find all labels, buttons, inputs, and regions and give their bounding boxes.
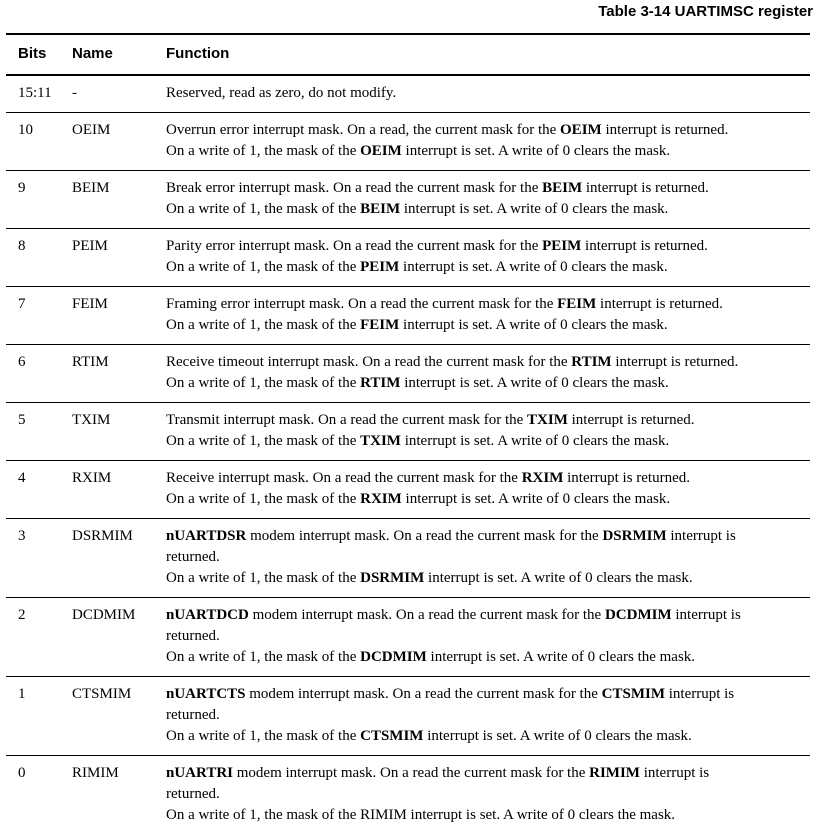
function-line [166, 726, 796, 747]
bold-text-segment: FEIM [360, 317, 400, 333]
text-segment: modem interrupt mask. On a read the current mask for the [233, 765, 590, 781]
function-line [166, 120, 796, 141]
bold-text-segment: RIMIM [589, 765, 640, 781]
header-row [6, 34, 810, 75]
text-segment: modem interrupt mask. On a read the current mask for the [246, 528, 603, 544]
function-line [166, 547, 796, 568]
function-cell [153, 756, 810, 834]
uartimsc-register-table [6, 33, 810, 834]
bits-cell: 7 [18, 296, 26, 312]
table-caption: Table 3-14 UARTIMSC register [598, 3, 813, 20]
bits-cell: 3 [18, 528, 26, 544]
bold-text-segment: CTSMIM [601, 686, 665, 702]
name-cell: RTIM [72, 354, 109, 370]
name-cell: CTSMIM [72, 686, 132, 702]
text-segment: interrupt is returned. [563, 470, 691, 486]
function-line [166, 489, 796, 510]
bits-cell: 5 [18, 412, 26, 428]
table-row [6, 345, 810, 403]
bits-cell: 4 [18, 470, 26, 486]
bits-cell: 15:11 [18, 85, 52, 101]
function-line [166, 141, 796, 162]
text-segment: interrupt is set. A write of 0 clears the mask. [400, 201, 669, 217]
text-segment: On a write of 1, the mask of the RIMIM interrupt is set. A write of 0 clears the mask. [166, 807, 676, 823]
function-line [166, 784, 796, 805]
text-segment: interrupt is [639, 765, 710, 781]
function-line [166, 294, 796, 315]
function-line [166, 410, 796, 431]
table-body [6, 75, 810, 834]
function-cell [153, 229, 810, 287]
text-segment: On a write of 1, the mask of the [166, 317, 361, 333]
bits-cell: 1 [18, 686, 26, 702]
bold-text-segment: nUARTDSR [166, 528, 247, 544]
function-line [166, 199, 796, 220]
name-cell: BEIM [72, 180, 110, 196]
text-segment: returned. [166, 786, 220, 802]
bold-text-segment: FEIM [557, 296, 597, 312]
text-segment: On a write of 1, the mask of the [166, 375, 361, 391]
name-cell: RXIM [72, 470, 112, 486]
text-segment: interrupt is set. A write of 0 clears the mask. [424, 570, 693, 586]
bold-text-segment: PEIM [542, 238, 582, 254]
text-segment: Parity error interrupt mask. On a read the current mask for the [166, 238, 543, 254]
function-cell [153, 75, 810, 113]
bold-text-segment: RTIM [360, 375, 401, 391]
function-cell [153, 171, 810, 229]
text-segment: Transmit interrupt mask. On a read the current mask for the [166, 412, 528, 428]
bold-text-segment: nUARTDCD [166, 607, 249, 623]
text-segment: returned. [166, 707, 220, 723]
text-segment: On a write of 1, the mask of the [166, 728, 361, 744]
bold-text-segment: RXIM [360, 491, 402, 507]
function-cell [153, 677, 810, 756]
name-cell: PEIM [72, 238, 108, 254]
text-segment: interrupt is set. A write of 0 clears the mask. [399, 259, 668, 275]
bold-text-segment: CTSMIM [360, 728, 424, 744]
text-segment: On a write of 1, the mask of the [166, 491, 361, 507]
text-segment: interrupt is [666, 528, 736, 544]
function-line [166, 705, 796, 726]
function-line [166, 373, 796, 394]
table-row [6, 229, 810, 287]
bold-text-segment: DSRMIM [602, 528, 667, 544]
function-line [166, 684, 796, 705]
text-segment: On a write of 1, the mask of the [166, 143, 361, 159]
function-line [166, 568, 796, 589]
text-segment: interrupt is set. A write of 0 clears the mask. [401, 491, 671, 507]
table-row [6, 113, 810, 171]
bold-text-segment: RTIM [571, 354, 612, 370]
bold-text-segment: RXIM [521, 470, 564, 486]
function-cell [153, 113, 810, 171]
function-line [166, 83, 796, 104]
bits-cell: 6 [18, 354, 26, 370]
bits-cell: 2 [18, 607, 26, 623]
table-row [6, 171, 810, 229]
text-segment: Overrun error interrupt mask. On a read, the current mask for the [166, 122, 561, 138]
function-line [166, 468, 796, 489]
bold-text-segment: OEIM [560, 122, 602, 138]
text-segment: returned. [166, 628, 220, 644]
text-segment: On a write of 1, the mask of the [166, 201, 361, 217]
text-segment: interrupt is set. A write of 0 clears the mask. [423, 728, 692, 744]
bold-text-segment: BEIM [542, 180, 583, 196]
text-segment: Receive timeout interrupt mask. On a read the current mask for the [166, 354, 572, 370]
bits-cell: 8 [18, 238, 26, 254]
name-cell: DSRMIM [72, 528, 133, 544]
text-segment: interrupt is returned. [611, 354, 739, 370]
bold-text-segment: DCDMIM [360, 649, 427, 665]
text-segment: modem interrupt mask. On a read the current mask for the [245, 686, 602, 702]
table-row [6, 287, 810, 345]
text-segment: interrupt is returned. [596, 296, 723, 312]
function-line [166, 605, 796, 626]
text-segment: interrupt is [671, 607, 741, 623]
function-cell [153, 345, 810, 403]
text-segment: Reserved, read as zero, do not modify. [166, 85, 397, 101]
bold-text-segment: TXIM [360, 433, 401, 449]
name-cell: RIMIM [72, 765, 119, 781]
bold-text-segment: nUARTCTS [166, 686, 246, 702]
bold-text-segment: PEIM [360, 259, 400, 275]
name-cell: TXIM [72, 412, 111, 428]
table-row [6, 461, 810, 519]
text-segment: On a write of 1, the mask of the [166, 570, 361, 586]
function-cell [153, 519, 810, 598]
bold-text-segment: BEIM [360, 201, 401, 217]
function-cell [153, 287, 810, 345]
header-name: Name [58, 34, 153, 75]
text-segment: interrupt is [664, 686, 735, 702]
table-row [6, 519, 810, 598]
function-line [166, 805, 796, 826]
text-segment: interrupt is set. A write of 0 clears the mask. [399, 317, 668, 333]
text-segment: interrupt is set. A write of 0 clears the mask. [426, 649, 696, 665]
text-segment: modem interrupt mask. On a read the current mask for the [248, 607, 605, 623]
function-line [166, 626, 796, 647]
text-segment: Framing error interrupt mask. On a read the current mask for the [166, 296, 558, 312]
text-segment: interrupt is returned. [582, 180, 709, 196]
bold-text-segment: DSRMIM [360, 570, 425, 586]
function-line [166, 178, 796, 199]
function-line [166, 352, 796, 373]
text-segment: returned. [166, 549, 220, 565]
text-segment: interrupt is returned. [601, 122, 729, 138]
name-cell: - [72, 85, 77, 101]
function-line [166, 257, 796, 278]
text-segment: On a write of 1, the mask of the [166, 433, 361, 449]
table-header [6, 34, 810, 75]
function-cell [153, 598, 810, 677]
text-segment: interrupt is set. A write of 0 clears the mask. [400, 375, 669, 391]
text-segment: interrupt is set. A write of 0 clears the mask. [401, 143, 671, 159]
text-segment: interrupt is set. A write of 0 clears the mask. [400, 433, 670, 449]
text-segment: interrupt is returned. [581, 238, 708, 254]
function-line [166, 526, 796, 547]
bits-cell: 9 [18, 180, 26, 196]
bold-text-segment: DCDMIM [604, 607, 672, 623]
name-cell: DCDMIM [72, 607, 136, 623]
table-row [6, 598, 810, 677]
header-function: Function [153, 34, 810, 75]
function-cell [153, 403, 810, 461]
name-cell: FEIM [72, 296, 108, 312]
function-cell [153, 461, 810, 519]
function-line [166, 647, 796, 668]
table-row [6, 756, 810, 834]
text-segment: On a write of 1, the mask of the [166, 649, 361, 665]
table-row [6, 403, 810, 461]
text-segment: Receive interrupt mask. On a read the current mask for the [166, 470, 522, 486]
table-row [6, 75, 810, 113]
bold-text-segment: OEIM [360, 143, 402, 159]
function-line [166, 236, 796, 257]
name-cell: OEIM [72, 122, 111, 138]
table-row [6, 677, 810, 756]
function-line [166, 763, 796, 784]
bits-cell: 0 [18, 765, 26, 781]
bold-text-segment: TXIM [527, 412, 568, 428]
text-segment: Break error interrupt mask. On a read the current mask for the [166, 180, 543, 196]
function-line [166, 431, 796, 452]
text-segment: interrupt is returned. [567, 412, 695, 428]
bits-cell: 10 [18, 122, 33, 138]
text-segment: On a write of 1, the mask of the [166, 259, 361, 275]
header-bits: Bits [6, 34, 58, 75]
function-line [166, 315, 796, 336]
bold-text-segment: nUARTRI [166, 765, 233, 781]
